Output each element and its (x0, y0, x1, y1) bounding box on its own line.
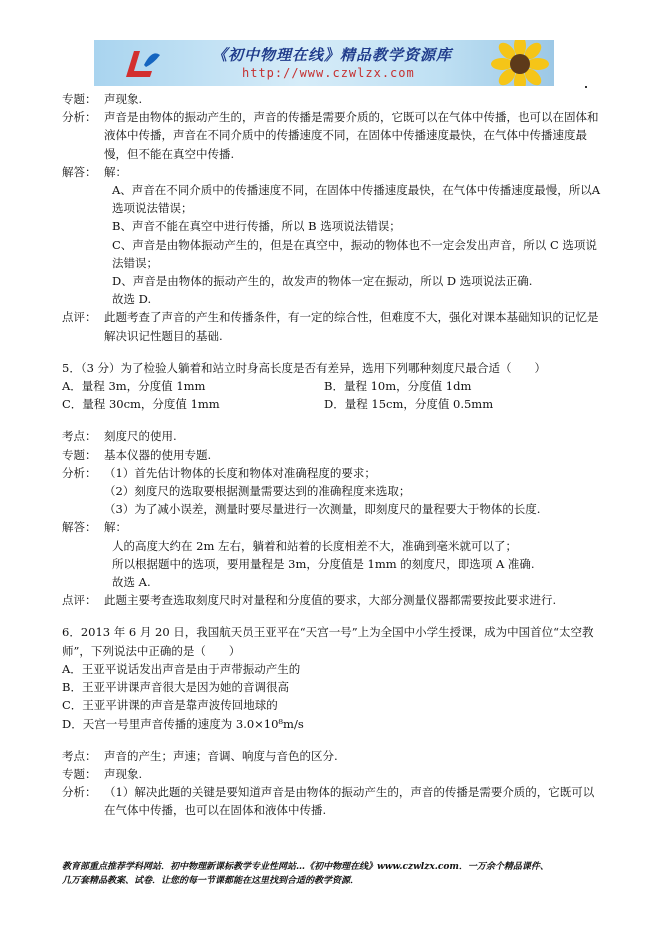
q4-topic-row (62, 90, 602, 108)
q4-option-a-analysis: A、声音在不同介质中的传播速度不同，在固体中传播速度最快，在气体中传播速度最慢，所以A选项说法错误； (112, 183, 601, 216)
banner-title: 《初中物理在线》精品教学资源库 (212, 46, 453, 64)
solution-intro: 解： (104, 520, 127, 535)
site-logo-icon (122, 45, 162, 81)
label: 考点： (62, 748, 97, 763)
q5-solution-line-2: 所以根据题中的选项，要用量程是 3m，分度值是 1mm 的刻度尺，即选项 A 准确. (112, 556, 535, 571)
label: 解答： (62, 164, 97, 179)
q5-solution-line-1: 人的高度大约在 2m 左右，躺着和站着的长度相差不大，准确到毫米就可以了； (112, 538, 518, 553)
q5-final-answer: 故选 A. (112, 575, 151, 590)
label: 点评： (62, 310, 97, 325)
label: 专题： (62, 766, 97, 781)
analysis-line-1: （1）首先估计物体的长度和物体对准确程度的要求； (104, 465, 376, 480)
point-text: 声音的产生；声速；音调、响度与音色的区分. (104, 748, 338, 763)
q5-answer-row (62, 518, 602, 536)
q5-option-a: A．量程 3m，分度值 1mm (62, 379, 206, 394)
header-banner (94, 40, 554, 86)
label: 分析： (62, 785, 97, 800)
banner-url[interactable]: http://www.czwlzx.com (242, 66, 415, 80)
q5-option-d: D．量程 15cm，分度值 0.5mm (324, 397, 494, 412)
q5-option-c: C．量程 30cm，分度值 1mm (62, 397, 220, 412)
q6-analysis-row (62, 783, 602, 819)
q4-comment-row (62, 308, 602, 344)
q4-option-c-analysis: C、声音是由物体振动产生的，但是在真空中，振动的物体也不一定会发出声音，所以 C 选项说法错误； (112, 237, 597, 270)
analysis-text: 声音是由物体的振动产生的，声音的传播是需要介质的，它既可以在气体中传播，也可以在固体和液体中传播，声音在不同介质中的传播速度不同，在固体中传播速度最快，在气体中传播速度最慢，但不能在真空中传播. (104, 110, 599, 161)
footer-line-1: 教育部重点推荐学科网站．初中物理新课标教学专业性网站…《初中物理在线》www.czwlzx.com．一万余个精品课件、 (62, 862, 549, 872)
label: 点评： (62, 593, 97, 608)
q4-option-b-analysis: B、声音不能在真空中进行传播，所以 B 选项说法错误； (112, 219, 401, 234)
q5-analysis-row (62, 464, 602, 482)
topic-text: 声现象. (104, 92, 143, 106)
footer-line-2: 几万套精品教案、试卷．让您的每一节课都能在这里找到合适的教学资源． (62, 876, 360, 886)
q6-option-a: A．王亚平说话发出声音是由于声带振动产生的 (62, 661, 301, 676)
label: 分析： (62, 110, 97, 125)
q5-options-row-2 (62, 395, 602, 413)
q4-option-d-analysis: D、声音是由物体的振动产生的，故发声的物体一定在振动，所以 D 选项说法正确. (112, 274, 533, 289)
q6-option-d: D．天宫一号里声音传播的速度为 3.0×10⁸m/s (62, 716, 304, 731)
solution-intro: 解： (104, 164, 127, 179)
q5-analysis-line-3: （3）为了减小误差，测量时要尽量进行一次测量，即刻度尺的量程要大于物体的长度. (104, 502, 541, 517)
point-text: 刻度尺的使用. (104, 429, 177, 444)
label: 专题： (62, 447, 97, 462)
label: 分析： (62, 465, 97, 480)
topic-text: 基本仪器的使用专题. (104, 447, 212, 462)
q6-point-row (62, 747, 602, 765)
q5-option-b: B．量程 10m，分度值 1dm (324, 379, 472, 394)
q5-topic-row (62, 446, 602, 464)
q6-option-c: C．王亚平讲课的声音是靠声波传回地球的 (62, 698, 278, 713)
q5-point-row (62, 427, 602, 445)
comment-text: 此题主要考查选取刻度尺时对量程和分度值的要求，大部分测量仪器都需要按此要求进行. (104, 593, 557, 608)
q5-analysis-line-2: （2）刻度尺的选取要根据测量需要达到的准确程度来选取； (104, 484, 411, 499)
q4-analysis-row (62, 108, 602, 163)
q4-final-answer: 故选 D. (112, 292, 152, 307)
q5-options-row-1 (62, 377, 602, 395)
q5-stem: 5．（3 分）为了检验人躺着和站立时身高长度是否有差异，选用下列哪种刻度尺最合适（ ） (62, 360, 547, 375)
topic-text: 声现象. (104, 766, 143, 781)
analysis-text: （1）解决此题的关键是要知道声音是由物体的振动产生的，声音的传播是需要介质的，它既可以在气体中传播，也可以在固体和液体中传播. (104, 785, 595, 818)
q6-topic-row (62, 765, 602, 783)
q6-stem: 6．2013 年 6 月 20 日，我国航天员王亚平在“天宫一号”上为全国中小学生授课，成为中国首位“太空教师”，下列说法中正确的是（ ） (62, 625, 594, 658)
comment-text: 此题考查了声音的产生和传播条件，有一定的综合性，但难度不大，强化对课本基础知识的记忆是解决识记性题目的基础. (104, 310, 599, 343)
document-body (62, 90, 602, 820)
q5-comment-row (62, 591, 602, 609)
sunflower-icon (490, 40, 550, 86)
q4-answer-row (62, 163, 602, 181)
label: 专题： (62, 92, 97, 106)
page-footer (62, 860, 602, 888)
page-mark (585, 86, 587, 88)
label: 考点： (62, 429, 97, 444)
label: 解答： (62, 520, 97, 535)
q6-option-b: B．王亚平讲课声音很大是因为她的音调很高 (62, 680, 289, 695)
